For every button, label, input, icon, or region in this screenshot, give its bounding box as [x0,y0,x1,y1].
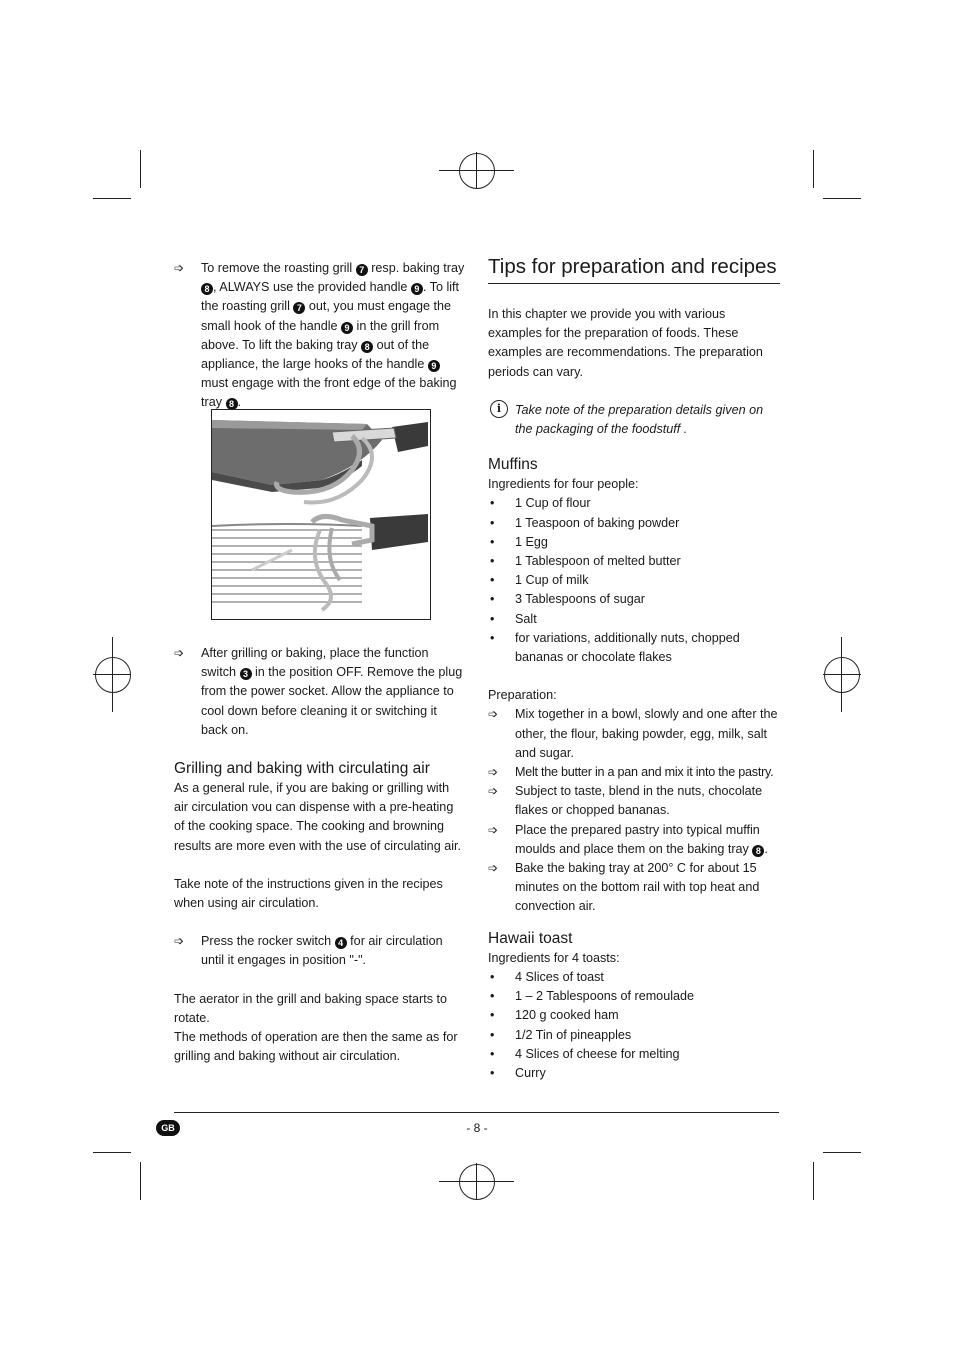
arrow-icon: ➩ [174,934,185,949]
intro-paragraph: In this chapter we provide you with various examples for the preparation of foods. These examples are recommendations. The preparation periods can vary. [488,307,763,379]
list-item: • 4 Slices of toast [488,968,780,987]
list-item: • 1 Tablespoon of melted butter [488,552,780,571]
preparation-step: ➩ Melt the butter in a pan and mix it into the pastry. [488,763,780,782]
arrow-icon: ➩ [174,261,185,275]
bullet: • [490,515,495,530]
crop-mark [140,150,141,188]
bullet: • [490,573,495,588]
hawaii-ingredients-list [488,968,780,1083]
crop-mark [93,1152,131,1153]
info-note: i Take note of the preparation details given on the packaging of the foodstuff . [488,401,780,439]
handle-illustration [211,409,431,620]
number-badge: 8 [201,283,213,295]
number-badge: 8 [361,341,373,353]
instruction-after-grilling: ➩ After grilling or baking, place the function switch 3 in the position OFF. Remove the plug from the power socket. Allow the appliance to cool down before cleaning it or switching it back on. [174,646,463,737]
list-item: • 1 Cup of milk [488,571,780,590]
arrow-icon: ➩ [174,646,185,660]
paragraph: The aerator in the grill and baking space starts to rotate. [174,991,448,1025]
bullet: • [490,1008,495,1023]
left-column-top [174,259,466,413]
bullet: • [490,1046,495,1061]
muffins-preparation-steps [488,705,780,916]
number-badge: 3 [240,668,252,680]
page-title: Tips for preparation and recipes [488,254,780,284]
list-item: • 1 – 2 Tablespoons of remoulade [488,987,780,1006]
registration-line [476,1163,477,1200]
list-item: • 120 g cooked ham [488,1006,780,1025]
arrow-icon: ➩ [488,822,499,837]
number-badge: 8 [752,845,764,857]
ingredients-label: Ingredients for four people: [488,477,639,492]
paragraph: The methods of operation are then the same as for grilling and baking without air circulation. [174,1030,458,1064]
bullet: • [490,989,495,1004]
bullet: • [490,1065,495,1080]
registration-line [823,674,861,675]
ingredients-label: Ingredients for 4 toasts: [488,950,620,965]
registration-mark [459,153,495,189]
section-heading-hawaii-toast: Hawaii toast [488,929,573,947]
instruction-remove-grill: ➩ To remove the roasting grill 7 resp. baking tray 8 , ALWAYS use the provided handle 9 . To lift the roasting grill 7 out, you must engage the small hook of the handle 9 in the grill from above. To lift the baking tray 8 out of the appliance, the large hooks of the handle 9 must engage with the front edge of the baking tray 8 . [174,261,465,410]
list-item: • 1/2 Tin of pineapples [488,1026,780,1045]
crop-mark [93,198,131,199]
bullet: • [490,554,495,569]
left-column-bottom [174,644,466,1066]
list-item: • Curry [488,1064,780,1083]
crop-mark [140,1162,141,1200]
list-item: • 4 Slices of cheese for melting [488,1045,780,1064]
info-icon: i [490,400,508,418]
preparation-step: ➩ Bake the baking tray at 200° C for about 15 minutes on the bottom rail with top heat and convection air. [488,861,760,914]
registration-line [93,674,131,675]
footer-rule [174,1112,779,1113]
preparation-step: ➩ Place the prepared pastry into typical muffin moulds and place them on the baking tray 8 . [488,822,768,856]
preparation-step: ➩ Subject to taste, blend in the nuts, chocolate flakes or chopped bananas. [488,784,763,818]
arrow-icon: ➩ [488,861,499,876]
preparation-label: Preparation: [488,688,557,703]
page-number: - 8 - [466,1121,488,1135]
preparation-step: ➩ Mix together in a bowl, slowly and one after the other, the flour, baking powder, egg, milk, salt and sugar. [488,707,778,760]
number-badge: 8 [226,398,238,410]
crop-mark [823,198,861,199]
registration-mark [824,657,860,693]
number-badge: 9 [428,360,440,372]
bullet: • [490,534,495,549]
registration-line [476,152,477,189]
number-badge: 7 [293,302,305,314]
bullet: • [490,592,495,607]
registration-mark [459,1164,495,1200]
bullet: • [490,630,495,645]
bullet: • [490,611,495,626]
paragraph: Take note of the instructions given in the recipes when using air circulation. [174,876,443,911]
grill-tray-handle-drawing [212,410,430,619]
paragraph: As a general rule, if you are baking or grilling with air circulation vou can dispense with a pre-heating of the cooking space. The cooking and browning results are more even with the use of circulating air. [174,781,461,853]
list-item: • 3 Tablespoons of sugar [488,590,780,609]
bullet: • [490,969,495,984]
number-badge: 7 [356,264,368,276]
crop-mark [813,1162,814,1200]
list-item: • for variations, additionally nuts, chopped bananas or chocolate flakes [490,630,740,665]
arrow-icon: ➩ [488,784,499,799]
number-badge: 9 [341,322,353,334]
muffins-ingredients-list [488,494,780,667]
language-badge: GB [156,1120,180,1136]
registration-mark [95,657,131,693]
list-item: • 1 Cup of flour [488,494,780,513]
number-badge: 4 [335,937,347,949]
list-item: • 1 Egg [488,533,780,552]
instruction-rocker-switch: ➩ Press the rocker switch 4 for air circulation until it engages in position "-". [174,934,443,968]
section-heading-circulating-air: Grilling and baking with circulating air [174,760,430,778]
arrow-icon: ➩ [488,707,499,722]
arrow-icon: ➩ [488,765,498,780]
bullet: • [490,496,495,511]
number-badge: 9 [411,283,423,295]
list-item: • 1 Teaspoon of baking powder [488,514,780,533]
section-heading-muffins: Muffins [488,456,538,474]
bullet: • [490,1027,495,1042]
list-item: • Salt [488,610,780,629]
crop-mark [823,1152,861,1153]
crop-mark [813,150,814,188]
right-column [488,254,780,1083]
